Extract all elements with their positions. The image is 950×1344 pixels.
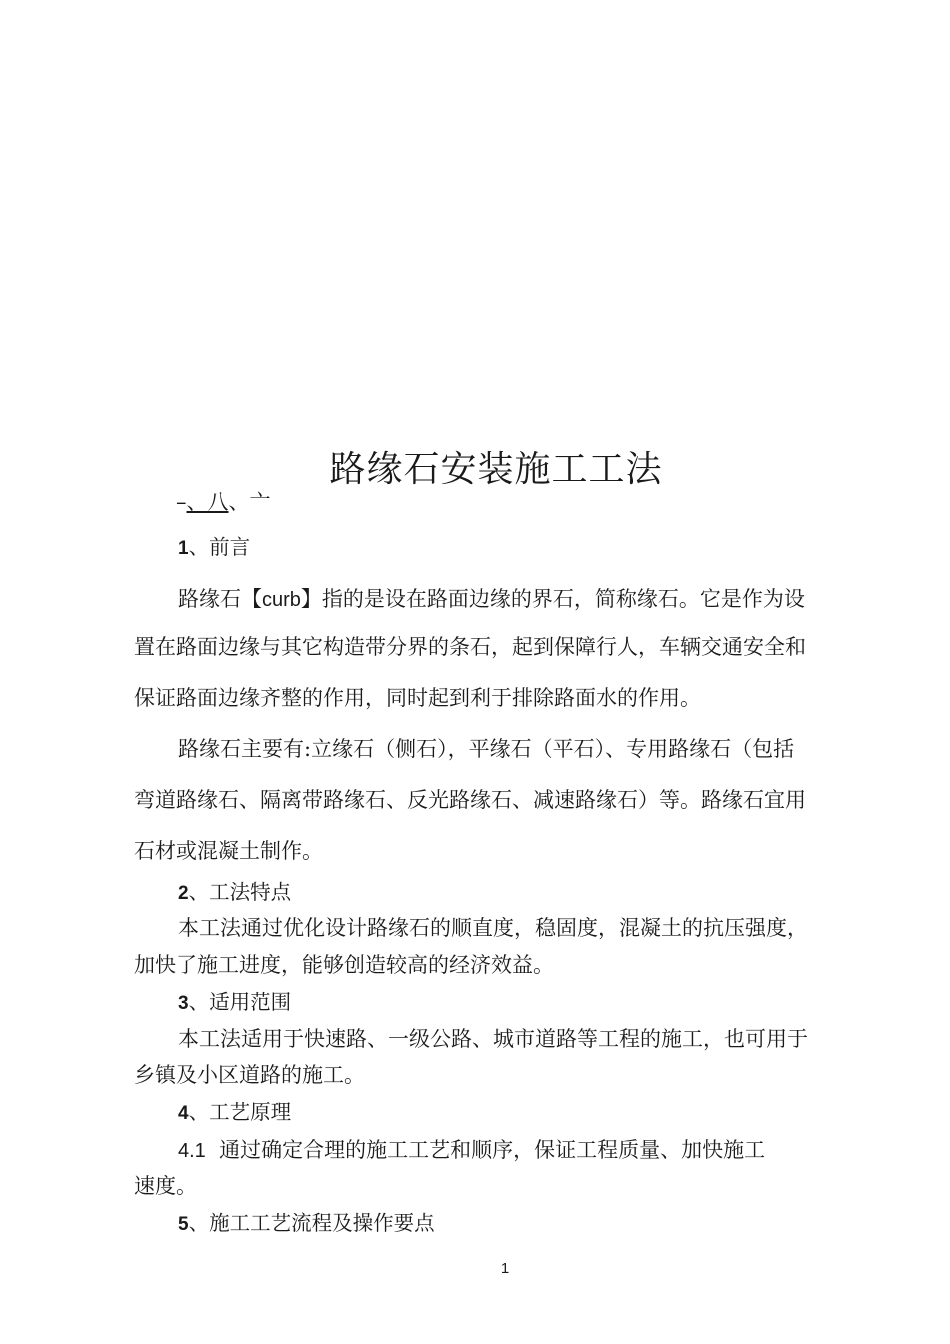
paragraph-3-line-2: 加快了施工进度，能够创造较高的经济效益。 (134, 953, 554, 977)
section-number: 1 (178, 538, 189, 559)
section-number: 2 (178, 883, 189, 904)
section-heading-2 (178, 877, 291, 909)
section-title: 前言 (209, 535, 251, 559)
paragraph-1-line-2: 置在路面边缘与其它构造带分界的条石，起到保障行人，车辆交通安全和 (134, 635, 806, 659)
section-separator: 、 (188, 535, 210, 559)
paragraph-3-line-1: 本工法通过优化设计路缘石的顺直度，稳固度，混凝土的抗压强度， (178, 916, 808, 940)
paragraph-1-line-1 (178, 584, 805, 615)
section-title: 工艺原理 (209, 1100, 292, 1124)
prelude-underlined-text: 、八 (186, 490, 229, 514)
section-separator: 、 (188, 880, 210, 904)
section-separator: 、 (188, 1100, 210, 1124)
prelude-tail: 、亠 (228, 490, 271, 514)
paragraph-1-line-3: 保证路面边缘齐整的作用，同时起到利于排除路面水的作用。 (134, 686, 701, 710)
document-title: 路缘石安装施工工法 (329, 449, 663, 490)
section-prelude (176, 487, 271, 517)
section-title: 适用范围 (209, 990, 292, 1014)
section-separator: 、 (188, 1211, 210, 1235)
text-run: 路缘石【 (178, 587, 262, 611)
section-number: 5 (178, 1214, 189, 1235)
page-number: 1 (500, 1260, 510, 1277)
section-number: 4 (178, 1103, 189, 1124)
section-heading-1 (178, 532, 250, 564)
section-heading-4 (178, 1097, 291, 1129)
paragraph-5-line-2: 速度。 (134, 1174, 197, 1198)
section-title: 工法特点 (209, 880, 292, 904)
text-run: 】指的是设在路面边缘的界石，简称缘石。它是作为设 (300, 587, 805, 611)
section-heading-3 (178, 987, 291, 1019)
paragraph-2-line-2: 弯道路缘石、隔离带路缘石、反光路缘石、减速路缘石）等。路缘石宜用 (134, 788, 806, 812)
subsection-number: 4.1 (178, 1140, 206, 1162)
text-run: 通过确定合理的施工工艺和顺序，保证工程质量、加快施工 (219, 1138, 766, 1162)
section-title: 施工工艺流程及操作要点 (209, 1211, 435, 1235)
paragraph-4-line-2: 乡镇及小区道路的施工。 (134, 1063, 365, 1087)
paragraph-2-line-1: 路缘石主要有:立缘石（侧石），平缘石（平石）、专用路缘石（包括 (178, 737, 795, 761)
section-separator: 、 (188, 990, 210, 1014)
prelude-dash: – (176, 490, 187, 514)
section-heading-5 (178, 1208, 435, 1240)
paragraph-5-line-1 (178, 1135, 765, 1166)
text-run-latin: curb (262, 589, 301, 611)
section-number: 3 (178, 993, 189, 1014)
paragraph-2-line-3: 石材或混凝土制作。 (134, 839, 323, 863)
paragraph-4-line-1: 本工法适用于快速路、一级公路、城市道路等工程的施工，也可用于 (178, 1027, 808, 1051)
